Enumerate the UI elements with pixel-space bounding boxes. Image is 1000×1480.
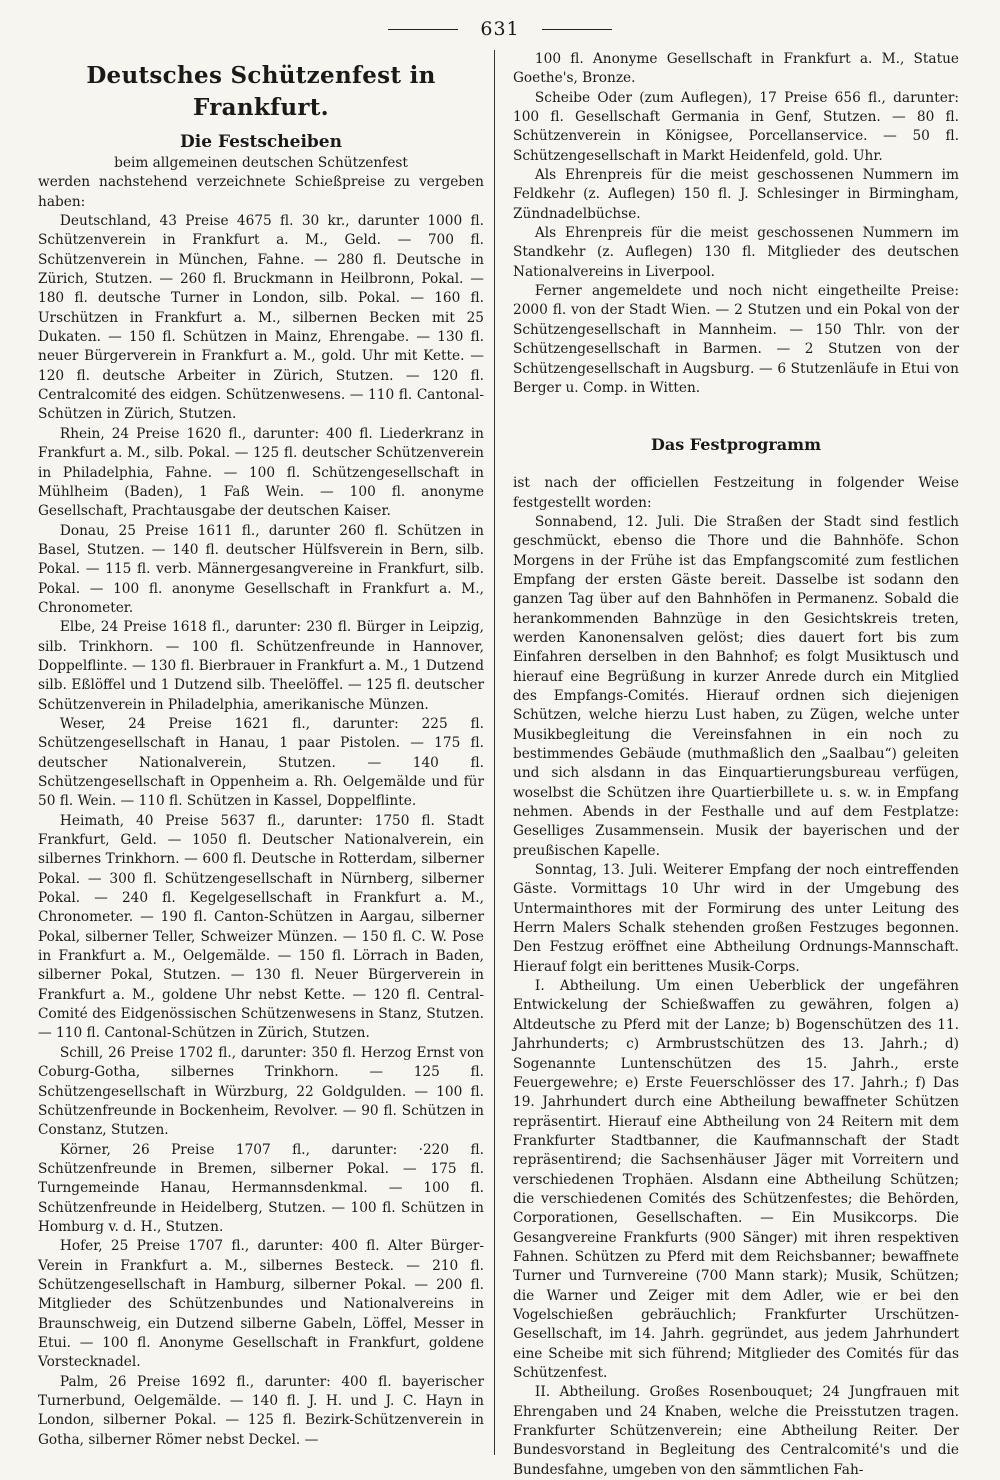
paragraph-deutschland: Deutschland, 43 Preise 4675 fl. 30 kr., darunter 1000 fl. Schützenverein in Frankfurt a. M., Geld. — 700 fl. Schützenverein in München, Fahne. — 280 fl. Deutsche in Zürich, Stutzen. — 260 fl. Bruckmann in Heilbronn, Pokal. — 180 fl. deutsche Turner in London, silb. Pokal. — 160 fl. Urschützen in Frankfurt a. M., silbernen Becken mit 25 Dukaten. — 150 fl. Schützen in Mainz, Ehrengabe. — 130 fl. neuer Bürgerverein in Frankfurt a. M., gold. Uhr mit Kette. — 120 fl. deutsche Arbeiter in Zürich, Stutzen. — 120 fl. Centralcomité des eidgen. Schützenwesens. — 110 fl. Cantonal-Schützen in Zürich, Stutzen. (38, 213, 484, 423)
paragraph-festzeitung: ist nach der officiellen Festzeitung in folgender Weise festgestellt worden: (513, 475, 959, 511)
paragraph-hofer: Hofer, 25 Preise 1707 fl., darunter: 400 fl. Alter Bürger-Verein in Frankfurt a. M., silbernes Besteck. — 210 fl. Schützengesellschaft in Hamburg, silberner Pokal. — 200 fl. Mitglieder des Schützenbundes und Nationalvereins in Braunschweig, ein Dutzend silberne Gabeln, Löffel, Messer in Etui. — 100 fl. Anonyme Gesellschaft in Frankfurt, goldene Vorstecknadel. (38, 1238, 484, 1371)
column-divider (494, 50, 495, 1455)
header-rule-left (388, 29, 458, 30)
paragraph-abtheilung-2: II. Abtheilung. Großes Rosenbouquet; 24 Jungfrauen mit Ehrengaben und 24 Knaben, welche die Preisstutzen tragen. Frankfurter Schützenverein; eine Abtheilung Reiter. Der Bundesvorstand in Begleitung des Centralcomité's und die Bundesfahne, umgeben von den sämmtlichen Fah- (513, 1384, 959, 1478)
paragraph-heimath: Heimath, 40 Preise 5637 fl., darunter: 1750 fl. Stadt Frankfurt, Geld. — 1050 fl. Deutscher Nationalverein, ein silbernes Trinkhorn. — 600 fl. Deutsche in Rotterdam, silberner Pokal. — 300 fl. Schützengesellschaft in Nürnberg, silberner Pokal. — 240 fl. Kegelgesellschaft in Frankfurt a. M., Chronometer. — 190 fl. Canton-Schützen in Aargau, silberner Pokal, silberner Teller, Schweizer Münzen. — 150 fl. C. W. Pose in Frankfurt a. M., Oelgemälde. — 150 fl. Lörrach in Baden, silberner Pokal, Stutzen. — 130 fl. Neuer Bürgerverein in Frankfurt a. M., goldene Uhr nebst Kette. — 120 fl. Central-Comité des Eidgenössischen Schützenwesens in Stanz, Stutzen. — 110 fl. Cantonal-Schützen in Zürich, Stutzen. (38, 812, 484, 1042)
page-number: 631 (480, 18, 520, 40)
paragraph-ferner: Ferner angemeldete und noch nicht eingetheilte Preise: 2000 fl. von der Stadt Wien. — 2 Stutzen und ein Pokal von der Schützengesellschaft in Mannheim. — 150 Thlr. von der Schützengesellschaft in Barmen. — 2 Stutzen von der Schützengesellschaft in Augsburg. — 6 Stutzenläufe in Etui von Berger u. Comp. in Witten. (513, 283, 959, 396)
section-heading-festprogramm: Das Festprogramm (650, 435, 821, 455)
paragraph-sonntag: Sonntag, 13. Juli. Weiterer Empfang der noch eintreffenden Gäste. Vormittags 10 Uhr wird in der Umgebung des Untermainthores mit der Formirung des unter Leitung des Herrn Malers Schalk stehenden großen Festzuges begonnen. Den Festzug eröffnet eine Abtheilung Ordnungs-Mannschaft. Hierauf folgt ein berittenes Musik-Corps. (513, 862, 959, 975)
paragraph-sonnabend: Sonnabend, 12. Juli. Die Straßen der Stadt sind festlich geschmückt, ebenso die Thore und die Bahnhöfe. Schon Morgens in der Frühe ist das Empfangscomité zum festlichen Empfang der ersten Gäste bereit. Dasselbe ist sodann den ganzen Tag über auf den Bahnhöfen in Permanenz. Sobald die herankommenden Bahnzüge in den Gesichtskreis treten, werden Kanonensalven gelöst; dies dauert fort bis zum Einfahren derselben in den Bahnhof; es folgt Musiktusch und hierauf eine Begrüßung in kurzer Anrede durch ein Mitglied des Empfangs-Comités. Hierauf ordnen sich diejenigen Schützen, welche hierzu Lust haben, zu Zügen, welche unter Musikbegleitung die Vereinsfahnen in ein noch zu bestimmendes Gebäude (muthmaßlich den „Saalbau“) geleiten und sich alsdann in das Einquartierungsbureau verfügen, woselbst die Schützen ihre Quartierbillete u. s. w. in Empfang nehmen. Abends in der Festhalle und auf dem Festplatze: Geselliges Zusammensein. Musik der bayerischen und der preußischen Kapelle. (513, 513, 959, 859)
paragraph-ehrenpreis-standkehr: Als Ehrenpreis für die meist geschossenen Nummern im Standkehr (z. Auflegen) 130 fl. Mitglieder des deutschen Nationalvereins in Liverpool. (513, 225, 959, 280)
left-column (38, 50, 484, 1455)
paragraph-ehrenpreis-feldkehr: Als Ehrenpreis für die meist geschossenen Nummern im Feldkehr (z. Auflegen) 150 fl. J. Schlesinger in Birmingham, Zündnadelbüchse. (513, 167, 959, 222)
header-rule-right (542, 29, 612, 30)
paragraph-donau: Donau, 25 Preise 1611 fl., darunter 260 fl. Schützen in Basel, Stutzen. — 140 fl. deutscher Hülfsverein in Bern, silb. Pokal. — 115 fl. verb. Männergesangvereine in Frankfurt, silb. Pokal. — 100 fl. anonyme Gesellschaft in Frankfurt a. M., Chronometer. (38, 522, 484, 616)
page-header (0, 14, 1000, 44)
paragraph-koerner: Körner, 26 Preise 1707 fl., darunter: ·220 fl. Schützenfreunde in Bremen, silberner Pokal. — 175 fl. Turngemeinde Hanau, Hermannsdenkmal. — 100 fl. Schützenfreunde in Heidelberg, Stutzen. — 100 fl. Schützen in Homburg v. d. H., Stutzen. (38, 1141, 484, 1235)
paragraph-oder: Scheibe Oder (zum Auflegen), 17 Preise 656 fl., darunter: 100 fl. Gesellschaft Germania in Genf, Stutzen. — 80 fl. Schützenverein in Königsee, Porcellanservice. — 50 fl. Schützengesellschaft in Markt Heidenfeld, gold. Uhr. (513, 89, 959, 164)
paragraph-schill: Schill, 26 Preise 1702 fl., darunter: 350 fl. Herzog Ernst von Coburg-Gotha, silbernes Trinkhorn. — 125 fl. Schützengesellschaft in Würzburg, 22 Goldgulden. — 100 fl. Schützenfreunde in Bockenheim, Revolver. — 90 fl. Schützen in Constanz, Stutzen. (38, 1044, 484, 1139)
paragraph-palm: Palm, 26 Preise 1692 fl., darunter: 400 fl. bayerischer Turnerbund, Oelgemälde. — 140 fl. J. H. und J. C. Hayn in London, silberner Pokal. — 125 fl. Bezirk-Schützenverein in Gotha, silberner Römer nebst Deckel. — (38, 1373, 484, 1448)
paragraph-weser: Weser, 24 Preise 1621 fl., darunter: 225 fl. Schützengesellschaft in Hanau, 1 paar Pistolen. — 175 fl. deutscher Nationalverein, Stutzen. — 140 fl. Schützengesellschaft in Oppenheim a. Rh. Oelgemälde und für 50 fl. Wein. — 110 fl. Schützen in Kassel, Doppelflinte. (38, 715, 484, 810)
intro-text: werden nachstehend verzeichnete Schießpreise zu vergeben haben: (38, 174, 484, 210)
paragraph-abtheilung-1: I. Abtheilung. Um einen Ueberblick der ungefähren Entwickelung der Schießwaffen zu gewähren, folgen a) Altdeutsche zu Pferd mit der Lanze; b) Bogenschützen des 11. Jahrhunderts; c) Armbrustschützen des 13. Jahrh.; d) Sogenannte Luntenschützen des 15. Jahrh., erste Feuergewehre; e) Erste Feuerschlösser des 17. Jahrh.; f) Das 19. Jahrhundert durch eine Abtheilung bewaffneter Schützen repräsentirt. Hierauf eine Abtheilung von 24 Reitern mit dem Frankfurter Stadtbanner, die Kaufmannschaft der Stadt repräsentirend; die Sachsenhäuser Jäger mit Vorreitern und verschiedenen Trophäen. Alsdann eine Abtheilung Schützen; die verschiedenen Comités des Schützenfestes; die Behörden, Corporationen, Gesellschaften. — Ein Musikcorps. Die Gesangvereine Frankfurts (900 Sänger) mit ihren respektiven Fahnen. Schützen zu Pferd mit dem Reichsbanner; bewaffnete Turner und Turnvereine (700 Mann stark); Musik, Schützen; die Warner und Zeiger mit dem Adler, wie er bei den Vogelschießen gebräuchlich; Frankfurter Urschützen-Gesellschaft, im 14. Jahrh. gegründet, aus jedem Jahrhundert eine Scheibe mit sich führend; Mitglieder des Comités für das Schützenfest. (513, 978, 959, 1381)
paragraph-statue: 100 fl. Anonyme Gesellschaft in Frankfurt a. M., Statue Goethe's, Bronze. (513, 51, 959, 87)
right-column (513, 50, 959, 1478)
article-title: Deutsches Schützenfest in Frankfurt. (86, 62, 436, 121)
paragraph-elbe: Elbe, 24 Preise 1618 fl., darunter: 230 fl. Bürger in Leipzig, silb. Trinkhorn. — 100 fl. Schützenfreunde in Hannover, Doppelflinte. — 130 fl. Bierbrauer in Frankfurt a. M., 1 Dutzend silb. Eßlöffel und 1 Dutzend silb. Theelöffel. — 125 fl. deutscher Schützenverein in Philadelphia, amerikanische Münzen. (38, 619, 484, 713)
paragraph-rhein: Rhein, 24 Preise 1620 fl., darunter: 400 fl. Liederkranz in Frankfurt a. M., silb. Pokal. — 125 fl. deutscher Schützenverein in Philadelphia, Fahne. — 100 fl. Schützengesellschaft in Mühlheim (Baden), 1 Faß Wein. — 100 fl. anonyme Gesellschaft, Prachtausgabe der deutschen Kaiser. (38, 425, 484, 520)
intro-line: beim allgemeinen deutschen Schützenfest (114, 155, 408, 171)
section-heading-festscheiben: Die Festscheiben (180, 132, 342, 152)
